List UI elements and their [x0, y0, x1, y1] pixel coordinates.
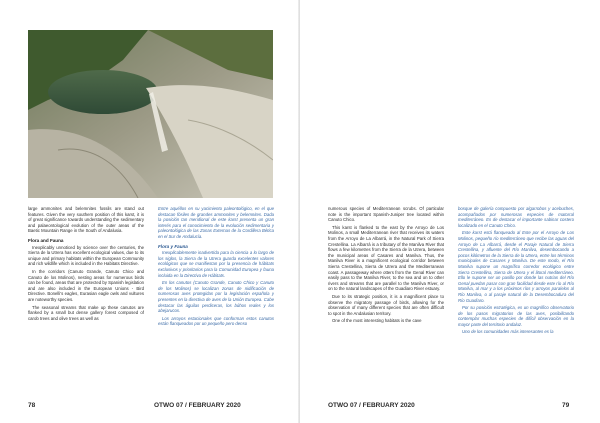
paragraph: In the corridors (Canuto Grande, Canuto Chico and Canuto de los Molinos), nesting areas for numerous birds can be found, areas that are protected by Spanish legislation and are also included in the European Unions - Bird Directive. Bonelli's eagles, Eurasian eagle owls and vultures are noteworthy species.	[28, 268, 144, 302]
paragraph: Due to its strategic position, it is a magnificent place to observe the migratory passage of birds, allowing for the observation of many different species that are often difficult to spot in the Andalusian territory.	[328, 293, 444, 316]
section-heading: Flora and Fauna	[28, 237, 64, 243]
paragraph: Los arroyos estacionales que conforman estos canutos están flanqueados por un pequeño pero denso	[158, 315, 274, 327]
english-column-right	[328, 206, 444, 392]
paragraph: En los canutos (Canuto Grande, Canuto Chico y Canuto de los Molinos) se localizan zonas de nidificación de numerosas aves protegidas por la legislación española y presentes en la directiva de aves de la Unión Europea. Cabe destacar las águilas perdiceras, los búhos reales y los abejarucos.	[158, 280, 274, 314]
spanish-column-left	[158, 206, 274, 392]
paragraph: numerous species of Mediterranean scrubs. Of particular note is the important Spanish-Juniper tree located within Canuto Chico.	[328, 206, 444, 223]
running-header: OTWO 07 / FEBRUARY 2020	[328, 402, 415, 409]
paragraph: The seasonal streams that make up these canutos are flanked by a small but dense gallery forest composed of carob trees and olive trees as well as	[28, 304, 144, 321]
spanish-column-right	[458, 206, 574, 392]
right-page	[300, 0, 600, 423]
canyon-photo	[28, 30, 273, 198]
page-number: 78	[28, 402, 36, 409]
section-heading: Flora y Fauna	[158, 243, 188, 249]
paragraph: This karst is flanked to the east by the Arroyo de Los Molinos, a small Mediterranean river that receives its waters from the Arroyo de La Albarrá, in the Natural Park of Sierra Crestellina. La Albarrá is a tributary of the Manilva River that flows a few kilometres from the Sierra de la Utrera, between the municipal areas of Casares and Manilva. Thus, the Manilva River is a magnificent ecological corridor between Sierra Crestellina, Sierra de Utrera and the Mediterranean coast. A passageway where otters from the Genal River can easily pass to the Manilva River, to the sea and on to other rivers and streams that are parallel to the Manilva River, or on to the natural landscapes of the Guadiaro River estuary.	[328, 224, 444, 292]
page-number: 79	[562, 402, 570, 409]
paragraph: large ammonites and belemnites fossils are stand out features. Given the very southern position of this karst, it is of great significance towards understanding the sedimentary and palaeontological evolution of the outer areas of the Baetic Mountain Range in the South of Andalusia.	[28, 206, 144, 234]
paragraph: Inexplicablemente inadvertida para la ciencia a lo largo de los siglos, la Sierra de la Utrera guarda excelentes valores ecológicos que se manifiestan por la presencia de hábitats exclusivos y prioritarios para la Comunidad Europea y fauna incluida en la Directiva de Hábitats.	[158, 250, 274, 278]
paragraph: Entre aquéllos en su yacimiento paleontológico, en el que destacan fósiles de grandes ammonites y belemnites. Dada la posición tan meridional de este karst presenta un gran interés para el conocimiento de la evolución sedimentaria y paleontológica de las Zonas Externas de la Cordillera Bética en el Sur de Andalucía.	[158, 206, 274, 239]
running-header: OTWO 07 / FEBRUARY 2020	[154, 402, 241, 409]
paragraph: Uno de los comunidades más interesantes es la	[462, 329, 554, 335]
canyon-image	[28, 30, 273, 198]
english-column-left	[28, 206, 144, 392]
paragraph: bosque de galería compuesto por algarrobos y acebuches, acompañados por numerosas especies de matorral mediterráneo. Es de destacar el importante sabinar costero localizado en el Canuto Chico.	[458, 206, 574, 228]
paragraph: Este karst está flanqueado al Este por el Arroyo de Los Molinos, pequeño río mediterráneo que recibe las aguas del Arroyo de La Albarrá, desde el Paraje Natural de Sierra Crestellina, y afluente del Río Manilva, desembocando a pocos kilómetros de la Sierra de la Utrera, entre los términos municipales de Casares y Manilva. De este modo, el Río Manilva supone un magnífico corredor ecológico entre Sierra Crestellina, Sierra de Utrera y el litoral mediterráneo. Ello le supone ser un pasillo por donde las nutrias del Río Genal puedan pasar con gran facilidad desde este río al Río Manilva, al mar y a los próximos ríos y arroyos paralelos al Río Manilva, o al paraje natural de la Desembocadura del Río Guadiaro.	[458, 230, 574, 303]
paragraph: Por su posición estratégica, es un magnífico observatorio de los pasos migratorios de las aves, posibilitando contemplar muchas especies de difícil observación en la mayor parte del territorio andaluz.	[458, 305, 574, 327]
paragraph: One of the most interesting habitats is the cave	[332, 318, 422, 324]
paragraph: Inexplicably unnoticed by science over the centuries, the Sierra de la Utrera has excellent ecological values, due to its unique and primary habitats within the European Community and rich wildlife which is included in the Habitats Directive.	[28, 244, 144, 267]
